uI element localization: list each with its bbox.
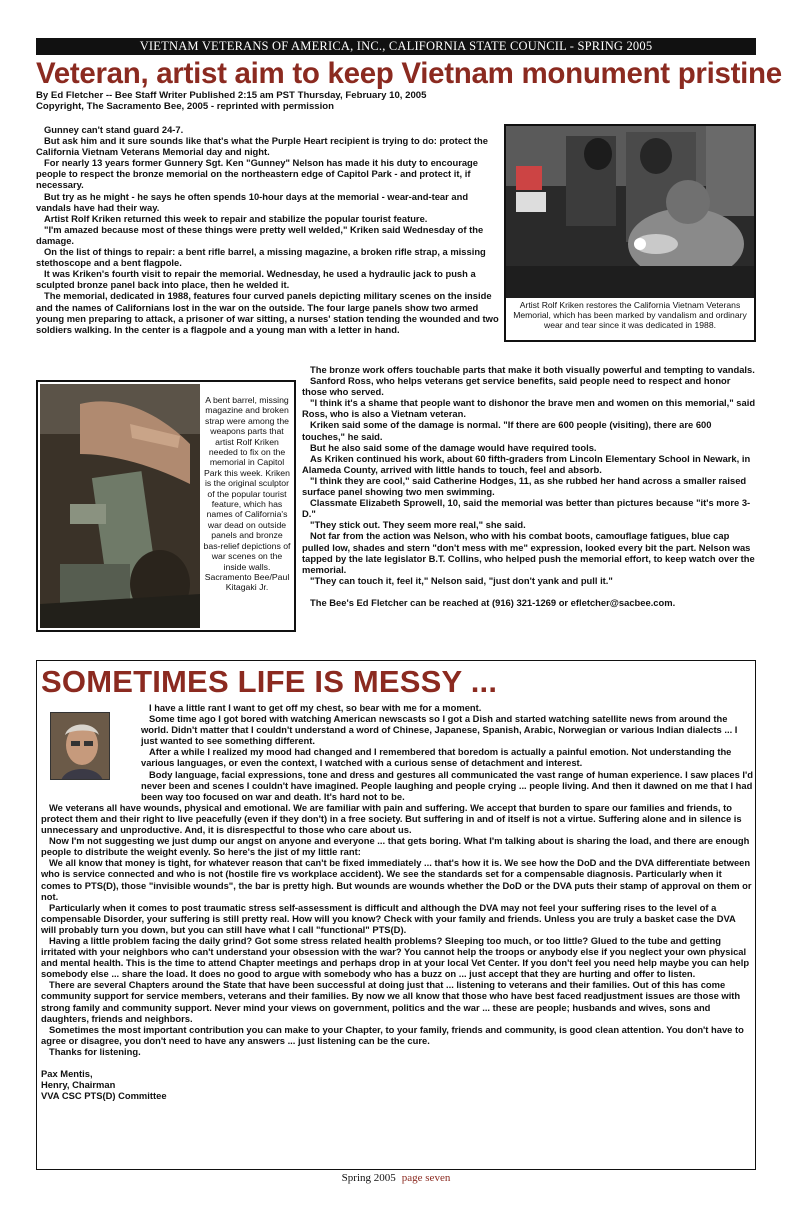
messy-paragraph: We veterans all have wounds, physical and emotional. We are familiar with pain and suffering. We accept that burden to spare our families and friends, to protect them and their right to live peacefully (even if they don't) in a free society. But suffering in and of itself is not a virtue. Suffering alone and in silence is unnecessary and unproductive. And, it is disrespectful to those who care about us. bbox=[41, 801, 742, 836]
article-paragraph: Not far from the action was Nelson, who with his combat boots, camouflage fatigues, blue cap pulled low, shades and stern "don't mess with me" expression, looked every bit the part. Nelson was tapped by the late legislator B.T. Collins, who helped push the memorial effort, to keep watch over the memorial. bbox=[302, 530, 755, 575]
article-paragraph: The memorial, dedicated in 1988, features four curved panels depicting military scenes on the inside and the names of Californians lost in the war on the outside. The four large panels show two armed young men preparing to attack, a prisoner of war sitting, a nurses' station tending the wounded and two soldiers walking. In the center is a flagpole and a young man with a letter in hand. bbox=[36, 290, 499, 335]
byline-block bbox=[36, 90, 756, 112]
article-paragraph: "I'm amazed because most of these things were pretty well welded," Kriken said Wednesday of the damage. bbox=[36, 223, 484, 246]
messy-paragraph: I have a little rant I want to get off my chest, so bear with me for a moment. bbox=[149, 702, 482, 713]
article-paragraph: It was Kriken's fourth visit to repair the memorial. Wednesday, he used a hydraulic jack to push a sculpted bronze panel back into place, then he welded it. bbox=[36, 268, 476, 291]
article-paragraph: The bronze work offers touchable parts that make it both visually powerful and tempting to vandals. bbox=[310, 364, 755, 375]
messy-paragraph: Thanks for listening. bbox=[49, 1045, 141, 1057]
messy-paragraph: Some time ago I got bored with watching American newscasts so I got a Dish and started watching satellite news from around the world. Didn't matter that I couldn't understand a word of Chinese, Japanese, Spanish, Arabic, Norwegian or various Indian dialects ... I just wanted to see something different. bbox=[141, 713, 738, 747]
footer-page-number: page seven bbox=[401, 1172, 451, 1184]
masthead-banner: VIETNAM VETERANS OF AMERICA, INC., CALIFORNIA STATE COUNCIL - SPRING 2005 bbox=[36, 38, 756, 55]
article-signoff: The Bee's Ed Fletcher can be reached at (916) 321-1269 or efletcher@sacbee.com. bbox=[310, 596, 676, 608]
article-paragraph: "I think it's a shame that people want to dishonor the brave men and women on this memorial," said Ross, who is also a Vietnam veteran. bbox=[302, 397, 756, 420]
photo-caption: Artist Rolf Kriken restores the California Vietnam Veterans Memorial, which has been marked by vandalism and ordinary wear and tear since it was dedicated in 1988. bbox=[513, 300, 747, 331]
rifle-detail-photo bbox=[40, 384, 200, 628]
signature-block bbox=[41, 1068, 753, 1101]
article-paragraph: Kriken said some of the damage is normal. "If there are 600 people (visiting), there are 600 touches," he said. bbox=[302, 419, 712, 442]
article-paragraph: As Kriken continued his work, about 60 fifth-graders from Lincoln Elementary School in Newark, in Alameda County, arrived with little hands to touch, feel and absorb. bbox=[302, 452, 751, 475]
messy-paragraph: Now I'm not suggesting we just dump our angst on anyone and everyone ... that gets boring. What I'm talking about is sharing the load, and there are enough people to distribute the weight evenly. So here's the jist of my little rant: bbox=[41, 835, 750, 858]
article-paragraph: But try as he might - he says he often spends 10-hour days at the memorial - wear-and-tear and vandals have had their way. bbox=[36, 190, 469, 213]
photo-kriken-restoring bbox=[504, 124, 756, 342]
article-paragraph: But ask him and it sure sounds like that's what the Purple Heart recipient is trying to do: protect the California Vietnam Veterans Memorial day and night. bbox=[36, 135, 488, 158]
signature-line: Henry, Chairman bbox=[41, 1079, 116, 1091]
signature-line: VVA CSC PTS(D) Committee bbox=[41, 1090, 167, 1102]
article-paragraph: "They can touch it, feel it," Nelson said, "just don't yank and pull it." bbox=[310, 574, 613, 586]
messy-paragraph: There are several Chapters around the State that have been successful at doing just that ... listening to veterans and their families. Out of this has come community support for service members, veterans and their families. By now we all know that those who have best faced readjustment issues are those with strong family and community support. Never mind your views on government, politics and the war ... these are people; husbands and wives, sons and daughters, friends and neighbors. bbox=[41, 979, 741, 1024]
photo-caption: A bent barrel, missing magazine and broken strap were among the weapons parts that artist Rolf Kriken needed to fix on the memorial in Capitol Park this week. Kriken is the original sculptor of the popular tourist feature, which has names of California's war dead on outside panels and bronze bas-relief depictions of war scenes on the inside walls. Sacramento Bee/Paul Kitagaki Jr. bbox=[203, 395, 291, 593]
copyright-line: Copyright, The Sacramento Bee, 2005 - reprinted with permission bbox=[36, 101, 335, 112]
messy-title: SOMETIMES LIFE IS MESSY ... bbox=[41, 664, 498, 699]
messy-paragraph: Sometimes the most important contribution you can make to your Chapter, to your family, friends and community, is good clean attention. You don't have to agree or disagree, you don't need to have any answers ... just listening can be the cure. bbox=[41, 1023, 744, 1046]
memorial-restoration-photo bbox=[506, 126, 754, 298]
byline: By Ed Fletcher -- Bee Staff Writer Published 2:15 am PST Thursday, February 10, 2005 bbox=[36, 90, 427, 101]
page-footer bbox=[0, 1172, 792, 1184]
article-paragraph: Artist Rolf Kriken returned this week to repair and stabilize the popular tourist feature. bbox=[44, 212, 428, 224]
photo-bent-barrel bbox=[36, 380, 296, 632]
article-paragraph: Gunney can't stand guard 24-7. bbox=[44, 124, 184, 135]
article-paragraph: Classmate Elizabeth Sprowell, 10, said the memorial was better than pictures because "it's more 3-D." bbox=[302, 497, 751, 520]
messy-body bbox=[41, 702, 753, 1101]
article-paragraph: Sanford Ross, who helps veterans get service benefits, said people need to respect and honor those who served. bbox=[302, 375, 731, 398]
article-column-2 bbox=[302, 364, 756, 608]
article-paragraph: "They stick out. They seem more real," she said. bbox=[310, 519, 526, 531]
messy-paragraph: We all know that money is tight, for whatever reason that can't be fixed immediately ... that's how it is. We see how the DoD and the DVA differentiate between who is service connected and who is not (hostile fire vs workplace accident). We see the standards set for a compensable diagnosis. Particularly when it comes to PTS(D), those "invisible wounds", the bar is pretty high. But wounds are wounds whether the DoD or the DVA puts their stamp of approval on them or not. bbox=[41, 857, 752, 902]
footer-issue: Spring 2005 bbox=[341, 1172, 396, 1184]
signature-line: Pax Mentis, bbox=[41, 1068, 93, 1079]
article-paragraph: "I think they are cool," said Catherine Hodges, 11, as she rubbed her hand across a smaller raised surface panel showing two men swimming. bbox=[302, 474, 747, 498]
article-column-1 bbox=[36, 124, 500, 335]
article-paragraph: On the list of things to repair: a bent rifle barrel, a missing magazine, a broken rifle strap, a missing stethoscope and a bent flagpole. bbox=[36, 246, 486, 269]
article-paragraph: But he also said some of the damage would have required tools. bbox=[310, 441, 597, 453]
messy-paragraph: After a while I realized my mood had changed and I remembered that boredom is actually a painful emotion. Not understanding the various languages, or even the context, I watched with a curious sense of detachment and interest. bbox=[141, 746, 732, 769]
article-headline: Veteran, artist aim to keep Vietnam monument pristine bbox=[36, 57, 782, 90]
messy-paragraph: Particularly when it comes to post traumatic stress self-assessment is difficult and although the DVA may not feel your suffering rises to the level of a compensable Disorder, your suffering is still pretty real. How will you know? Check with your family and friends. Unless you are truly a basket case the DVA will probably turn you down, but you can still have what I call "functional" PTS(D). bbox=[41, 901, 736, 935]
article-paragraph: For nearly 13 years former Gunnery Sgt. Ken "Gunney" Nelson has made it his duty to encourage people to respect the bronze memorial on the northeastern edge of Capitol Park - and protect it, if necessary. bbox=[36, 157, 479, 191]
messy-paragraph: Body language, facial expressions, tone and dress and gestures all communicated the vast range of human experience. I saw places I'd never been and scenes I couldn't have imagined. People laughing and people crying ... people living. And then it dawned on me that I had been way too focused on war and death. It's hard not to be. bbox=[141, 768, 753, 802]
messy-paragraph: Having a little problem facing the daily grind? Got some stress related health problems? Sleeping too much, or too little? Glued to the tube and getting irritated with your neighbors who can't understand your obsession with the war? You cannot help the troops or anybody else if you neglect your own physical and mental health. This is the time to attend Chapter meetings and perhaps drop in at your local Vet Center. If you don't feel you need help maybe you can help somebody else ... share the load. It does no good to argue with somebody who has a buzz on ... just accept that they are hurting and offer to listen. bbox=[41, 934, 750, 980]
messy-column-box bbox=[36, 660, 756, 1170]
